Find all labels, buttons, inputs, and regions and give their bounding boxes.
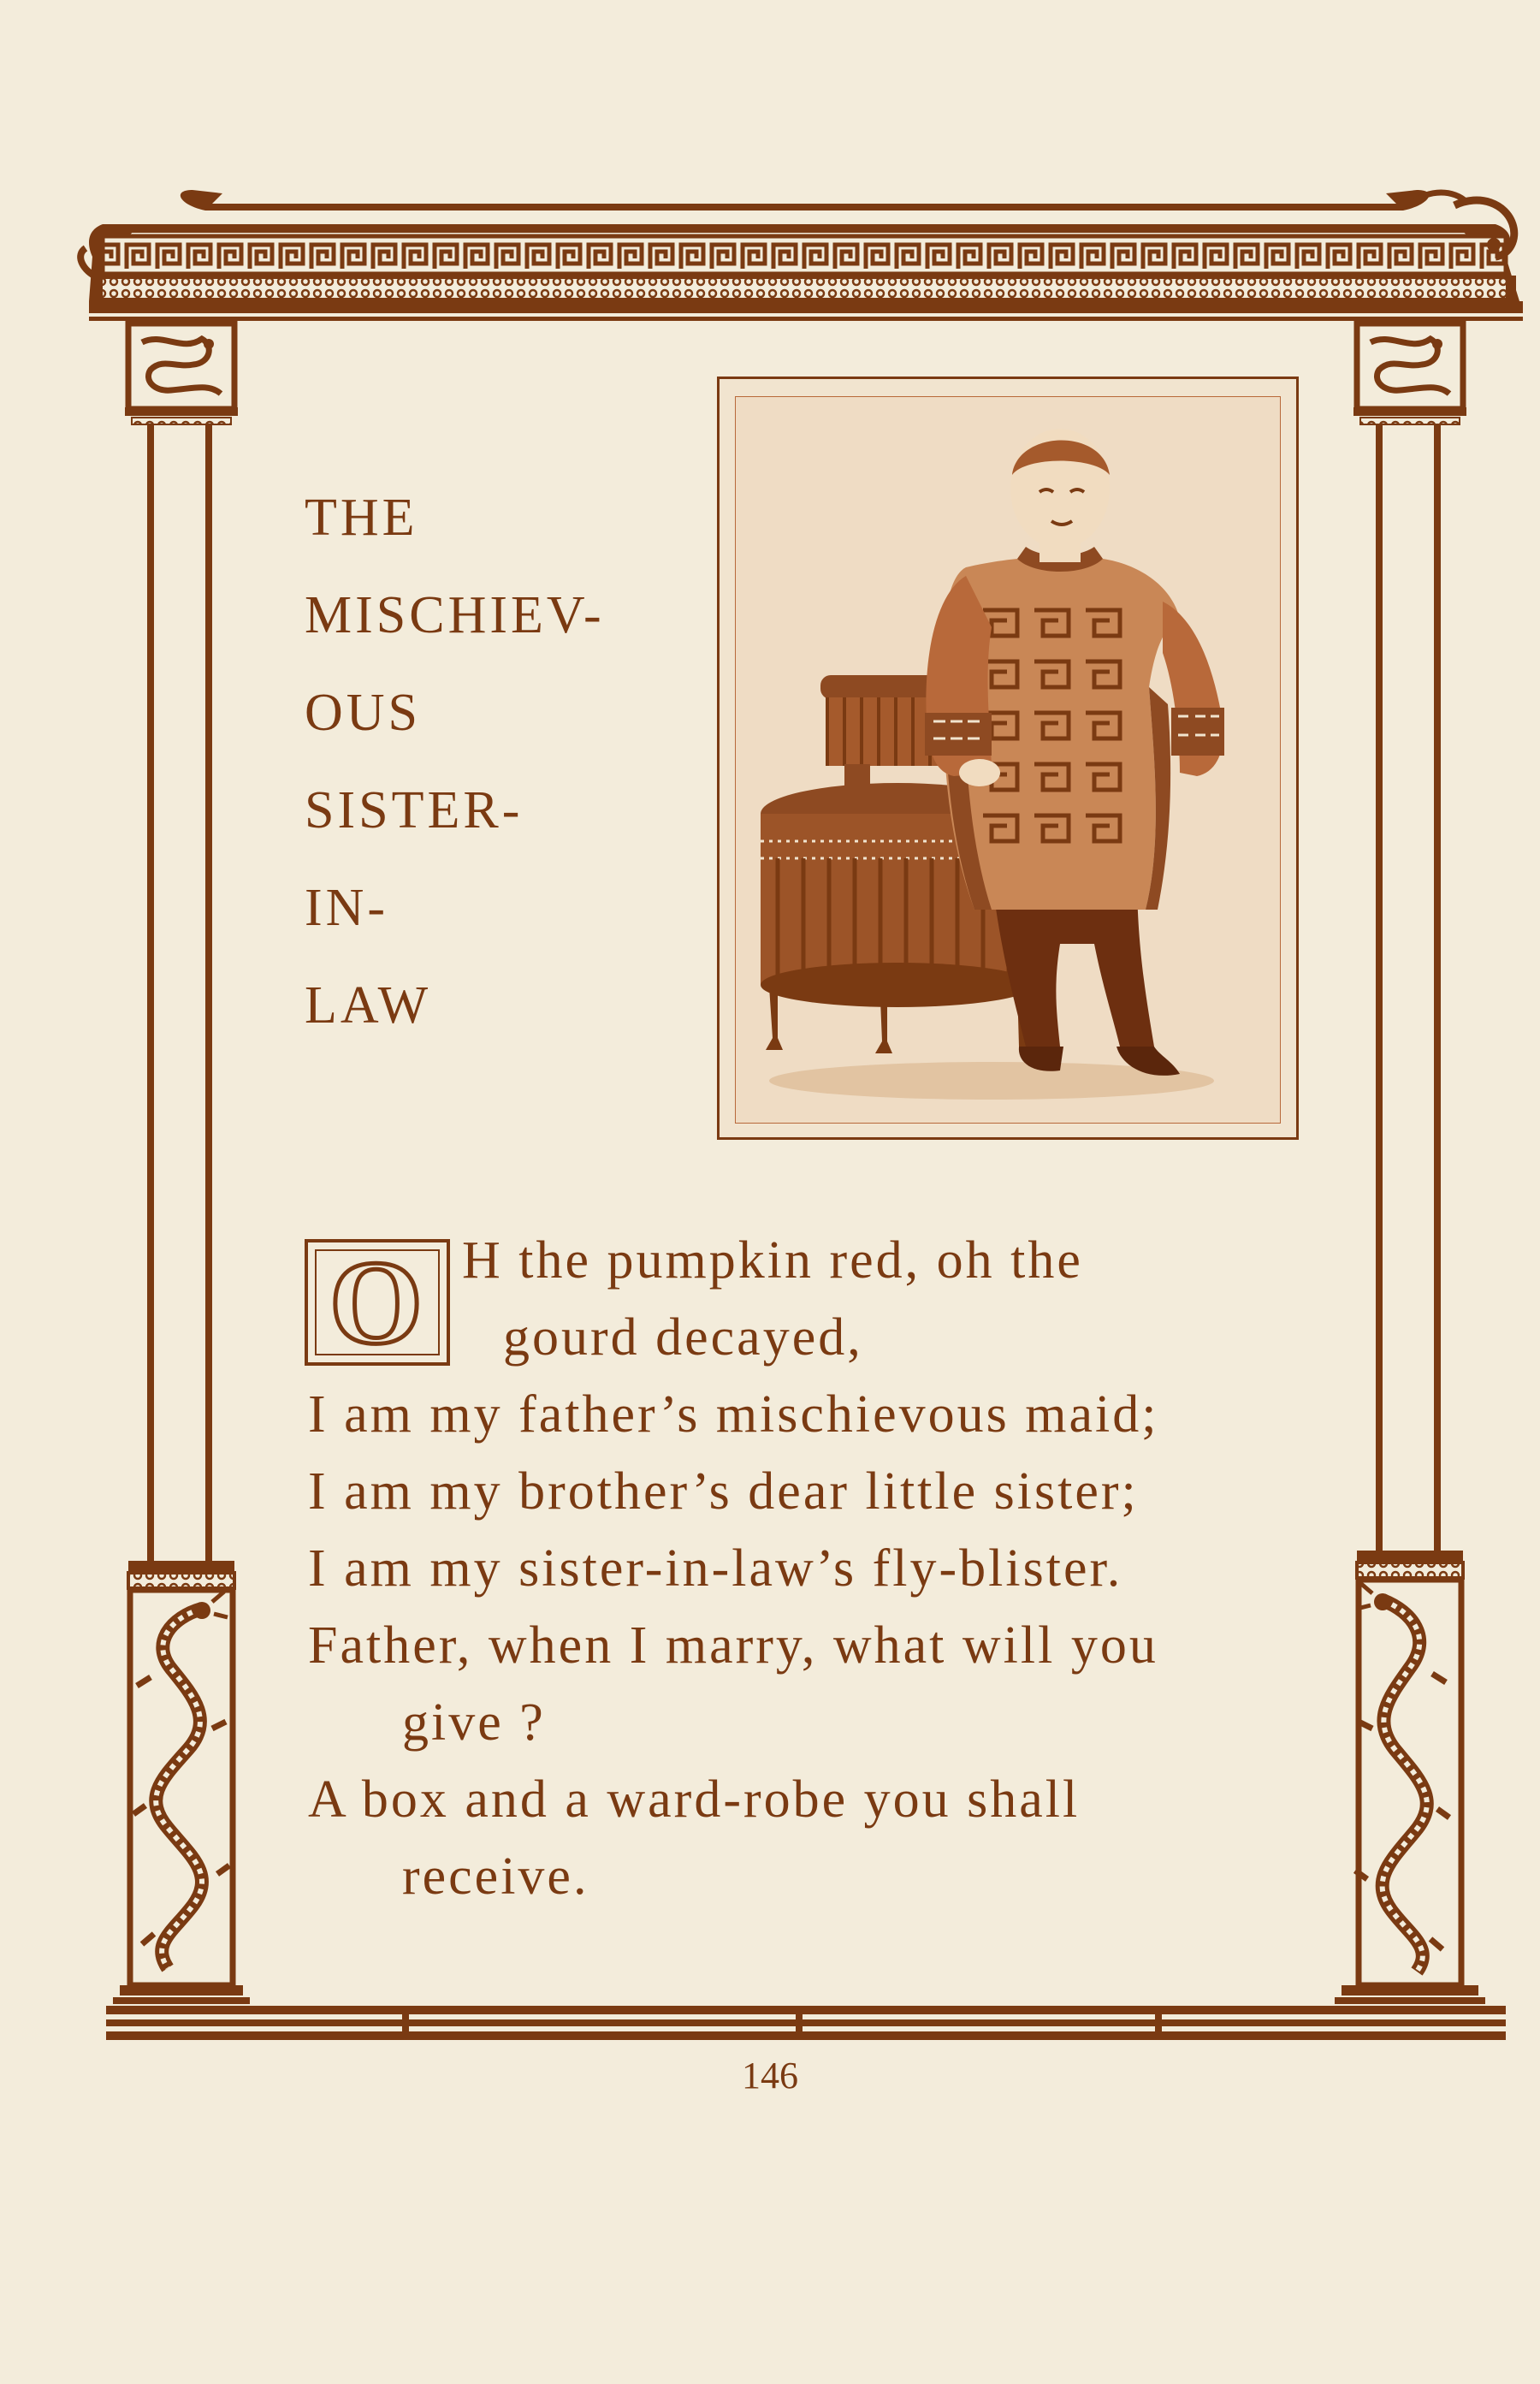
title-line: IN- xyxy=(305,879,389,937)
title-line: THE xyxy=(305,489,418,547)
drop-cap-letter: O xyxy=(329,1236,425,1369)
poem-line: I am my sister-in-law’s fly-blister. xyxy=(308,1539,1123,1598)
dragon-panel-icon xyxy=(1355,1583,1449,1972)
child-with-chair-photo xyxy=(735,396,1281,1124)
poem-title xyxy=(305,469,664,1054)
drop-cap xyxy=(305,1236,450,1369)
title-line: OUS xyxy=(305,684,422,742)
right-column xyxy=(1335,323,1485,2004)
title-line: LAW xyxy=(305,976,432,1035)
roof-ornament xyxy=(80,190,1523,321)
poem-line: receive. xyxy=(402,1847,589,1906)
poem-line: H the pumpkin red, oh the xyxy=(462,1231,1083,1290)
dragon-medallion-icon xyxy=(1371,339,1449,394)
title-line: SISTER- xyxy=(305,781,524,839)
poem-line: I am my brother’s dear little sister; xyxy=(308,1462,1139,1521)
poem-line: I am my father’s mischievous maid; xyxy=(308,1385,1159,1444)
left-column xyxy=(113,323,250,2004)
poem-line: give ? xyxy=(402,1693,546,1752)
poem-body xyxy=(308,1222,1335,1915)
page-number: 146 xyxy=(742,2055,798,2096)
poem-line: Father, when I marry, what will you xyxy=(308,1616,1158,1675)
poem-line: A box and a ward-robe you shall xyxy=(308,1770,1081,1829)
title-line: MISCHIEV- xyxy=(305,586,605,644)
photograph-plate xyxy=(717,377,1299,1140)
dragon-medallion-icon xyxy=(142,339,221,394)
dragon-panel-icon xyxy=(133,1592,229,1968)
poem-line: gourd decayed, xyxy=(503,1308,863,1367)
base-platform xyxy=(106,2006,1506,2040)
